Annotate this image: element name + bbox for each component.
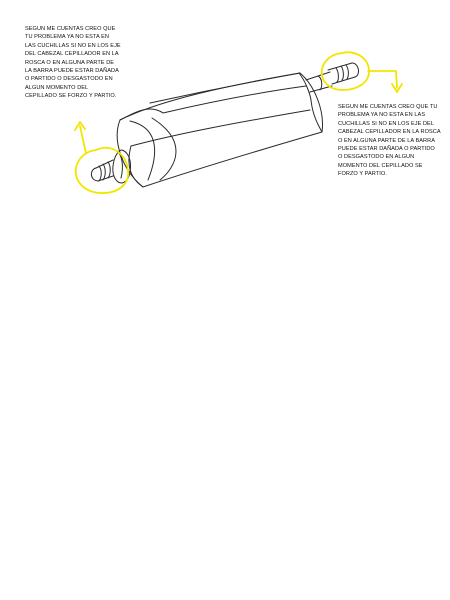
note-line: ROSCA O EN ALGUNA PARTE DE bbox=[25, 59, 115, 66]
drum-bottom-edge bbox=[143, 132, 322, 187]
note-line: PROBLEMA YA NO ESTA EN LAS bbox=[338, 112, 426, 119]
drum-top-edge bbox=[120, 73, 300, 120]
note-right bbox=[338, 103, 441, 179]
shaft-tip bbox=[91, 168, 98, 181]
note-line: LAS CUCHILLAS SI NO EN LOS EJE bbox=[25, 42, 121, 49]
note-left bbox=[25, 25, 120, 101]
shaft-tip bbox=[352, 63, 359, 77]
note-line: O PARTIDO O DESGASTODO EN bbox=[25, 76, 113, 83]
thread-ring bbox=[341, 66, 343, 80]
note-line: O DESGASTODO EN ALGUN bbox=[338, 154, 415, 161]
thread-ring bbox=[336, 68, 338, 82]
thread-ring bbox=[108, 162, 110, 178]
cutter-head-drum bbox=[117, 73, 322, 187]
note-line: TU PROBLEMA YA NO ESTA EN bbox=[25, 34, 109, 41]
highlight-circle-right bbox=[322, 52, 369, 90]
thread-ring bbox=[346, 65, 348, 79]
note-line: PUEDE ESTAR DAÑADA O PARTIDO bbox=[338, 146, 435, 153]
note-line: MOMENTO DEL CEPILLADO SE bbox=[338, 162, 423, 169]
arrow-left-shaft bbox=[80, 126, 86, 153]
highlight-circle-left bbox=[76, 148, 128, 193]
note-line: O EN ALGUNA PARTE DE LA BARRA bbox=[338, 137, 435, 144]
note-line: LA BARRA PUEDE ESTAR DAÑADA bbox=[25, 68, 119, 75]
note-line: FORZO Y PARTIO. bbox=[338, 171, 387, 178]
note-line: CUCHILLAS SI NO EN LOS EJE DEL bbox=[338, 120, 435, 127]
collar bbox=[318, 76, 322, 90]
blade-line bbox=[131, 110, 310, 146]
thread-ring bbox=[99, 166, 101, 181]
note-line: CABEZAL CEPILLADOR EN LA ROSCA bbox=[338, 129, 441, 136]
blade-line bbox=[163, 86, 306, 113]
blade-line bbox=[120, 109, 163, 120]
blade-line bbox=[130, 121, 155, 180]
left-shaft bbox=[91, 150, 130, 183]
note-line: SEGUN ME CUENTAS CREO QUE bbox=[25, 26, 116, 32]
note-line: DEL CABEZAL CEPILLADOR EN LA bbox=[25, 51, 119, 58]
shaft-body bbox=[306, 72, 332, 92]
note-line: SEGUN ME CUENTAS CREO QUE TU bbox=[338, 104, 438, 110]
note-line: CEPILLADO SE FORZO Y PARTIO. bbox=[25, 93, 117, 100]
note-line: ALGUN MOMENTO DEL bbox=[25, 84, 89, 91]
blade-line bbox=[152, 118, 176, 180]
thread-ring bbox=[103, 164, 105, 180]
blade-line bbox=[129, 146, 143, 187]
